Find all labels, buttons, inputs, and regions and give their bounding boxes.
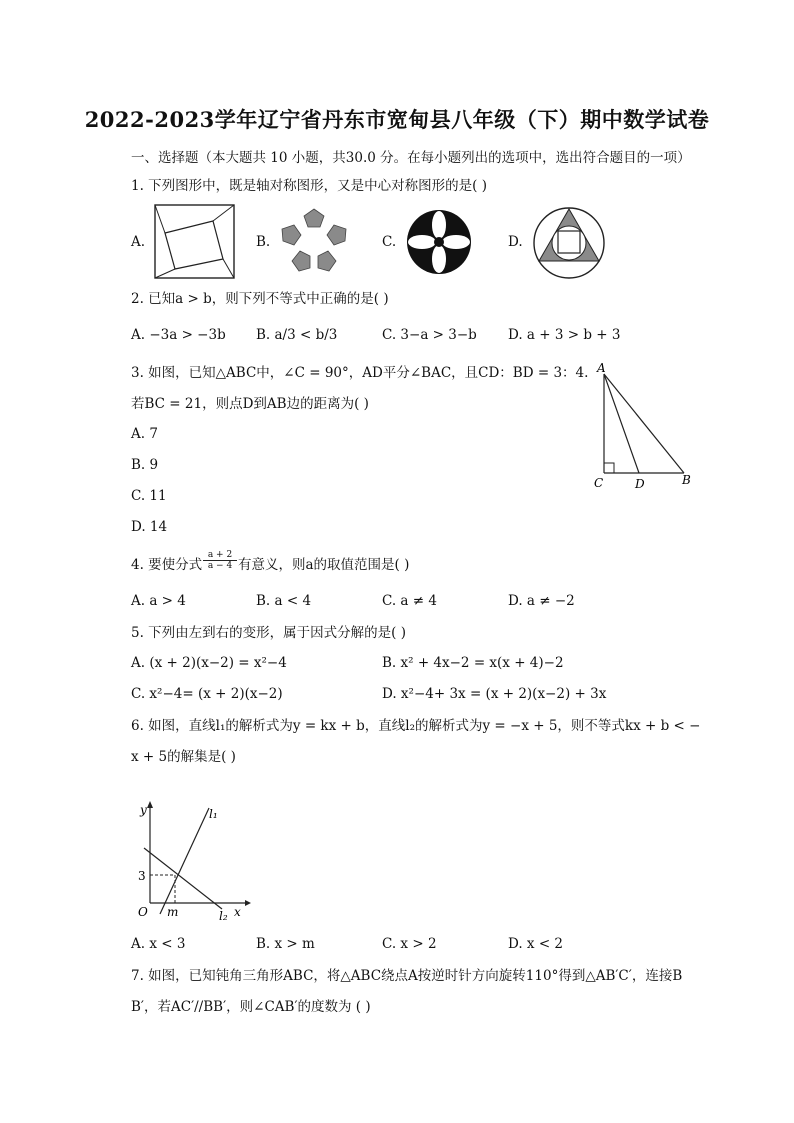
q1-option-c-figure: [405, 208, 473, 276]
q6-graph-figure: [130, 796, 255, 928]
q1-option-b-label: B.: [256, 234, 271, 250]
q2-option-a: A. −3a > −3b: [131, 327, 226, 343]
q6-option-d: D. x < 2: [508, 936, 564, 952]
q1-option-b-figure: [278, 207, 350, 275]
q6-option-a: A. x < 3: [131, 936, 186, 952]
question-3-stem-line1: 3. 如图，已知△ABC中，∠C = 90°，AD平分∠BAC，且CD：BD = 3：4.: [131, 365, 589, 381]
q4-option-a: A. a > 4: [131, 593, 186, 609]
q3-option-d: D. 14: [131, 519, 168, 535]
label-l1: l₁: [209, 807, 218, 821]
q1-option-d-label: D.: [508, 234, 523, 250]
q2-option-c: C. 3−a > 3−b: [382, 327, 477, 343]
label-c: C: [594, 476, 604, 490]
question-2-stem: 2. 已知a > b，则下列不等式中正确的是( ): [131, 291, 389, 307]
q4-fraction-denominator: a − 4: [207, 561, 233, 571]
q1-option-c-label: C.: [382, 234, 397, 250]
question-5-stem: 5. 下列由左到右的变形，属于因式分解的是( ): [131, 625, 406, 641]
q3-option-b: B. 9: [131, 457, 159, 473]
q3-triangle-figure: [590, 360, 700, 492]
q5-option-d: D. x²−4+ 3x = (x + 2)(x−2) + 3x: [382, 686, 607, 702]
question-1-stem: 1. 下列图形中，既是轴对称图形，又是中心对称图形的是( ): [131, 178, 487, 194]
q5-option-a: A. (x + 2)(x−2) = x²−4: [131, 655, 287, 671]
q5-option-b: B. x² + 4x−2 = x(x + 4)−2: [382, 655, 564, 671]
q4-fraction: [203, 550, 237, 571]
label-a: A: [597, 361, 606, 375]
q1-option-a-figure: [153, 203, 237, 280]
label-x-axis: x: [234, 905, 241, 919]
question-6-stem-line2: x + 5的解集是( ): [131, 749, 236, 765]
question-3-stem-line2: 若BC = 21，则点D到AB边的距离为( ): [131, 396, 369, 412]
section-heading: 一、选择题（本大题共 10 小题，共30.0 分。在每小题列出的选项中，选出符合题目的一项）: [131, 150, 691, 166]
label-b: B: [682, 473, 691, 487]
q4-option-c: C. a ≠ 4: [382, 593, 437, 609]
q1-option-a-label: A.: [131, 234, 146, 250]
label-y-axis: y: [140, 803, 147, 817]
label-m: m: [167, 905, 179, 919]
page-title: 2022-2023学年辽宁省丹东市宽甸县八年级（下）期中数学试卷: [84, 107, 710, 132]
q4-option-b: B. a < 4: [256, 593, 312, 609]
label-three: 3: [138, 869, 146, 883]
q4-fraction-numerator: a + 2: [203, 550, 237, 561]
question-6-stem-line1: 6. 如图，直线l₁的解析式为y = kx + b，直线l₂的解析式为y = −x + 5，则不等式kx + b < −: [131, 718, 701, 734]
q5-option-c: C. x²−4= (x + 2)(x−2): [131, 686, 283, 702]
question-7-stem-line1: 7. 如图，已知钝角三角形ABC，将△ABC绕点A按逆时针方向旋转110°得到△AB′C′，连接B: [131, 968, 683, 984]
q3-option-a: A. 7: [131, 426, 158, 442]
question-7-stem-line2: B′，若AC′//BB′，则∠CAB′的度数为 ( ): [131, 999, 371, 1015]
q1-option-d-figure: [531, 205, 607, 281]
q2-option-b: B. a/3 < b/3: [256, 327, 338, 343]
q2-option-d: D. a + 3 > b + 3: [508, 327, 621, 343]
question-4-stem-prefix: 4. 要使分式: [131, 557, 203, 573]
q3-option-c: C. 11: [131, 488, 167, 504]
q6-option-c: C. x > 2: [382, 936, 437, 952]
label-l2: l₂: [219, 909, 228, 923]
q4-option-d: D. a ≠ −2: [508, 593, 575, 609]
label-d: D: [635, 477, 645, 491]
question-4-stem-suffix: 有意义，则a的取值范围是( ): [238, 557, 410, 573]
label-origin: O: [138, 905, 148, 919]
q6-option-b: B. x > m: [256, 936, 315, 952]
